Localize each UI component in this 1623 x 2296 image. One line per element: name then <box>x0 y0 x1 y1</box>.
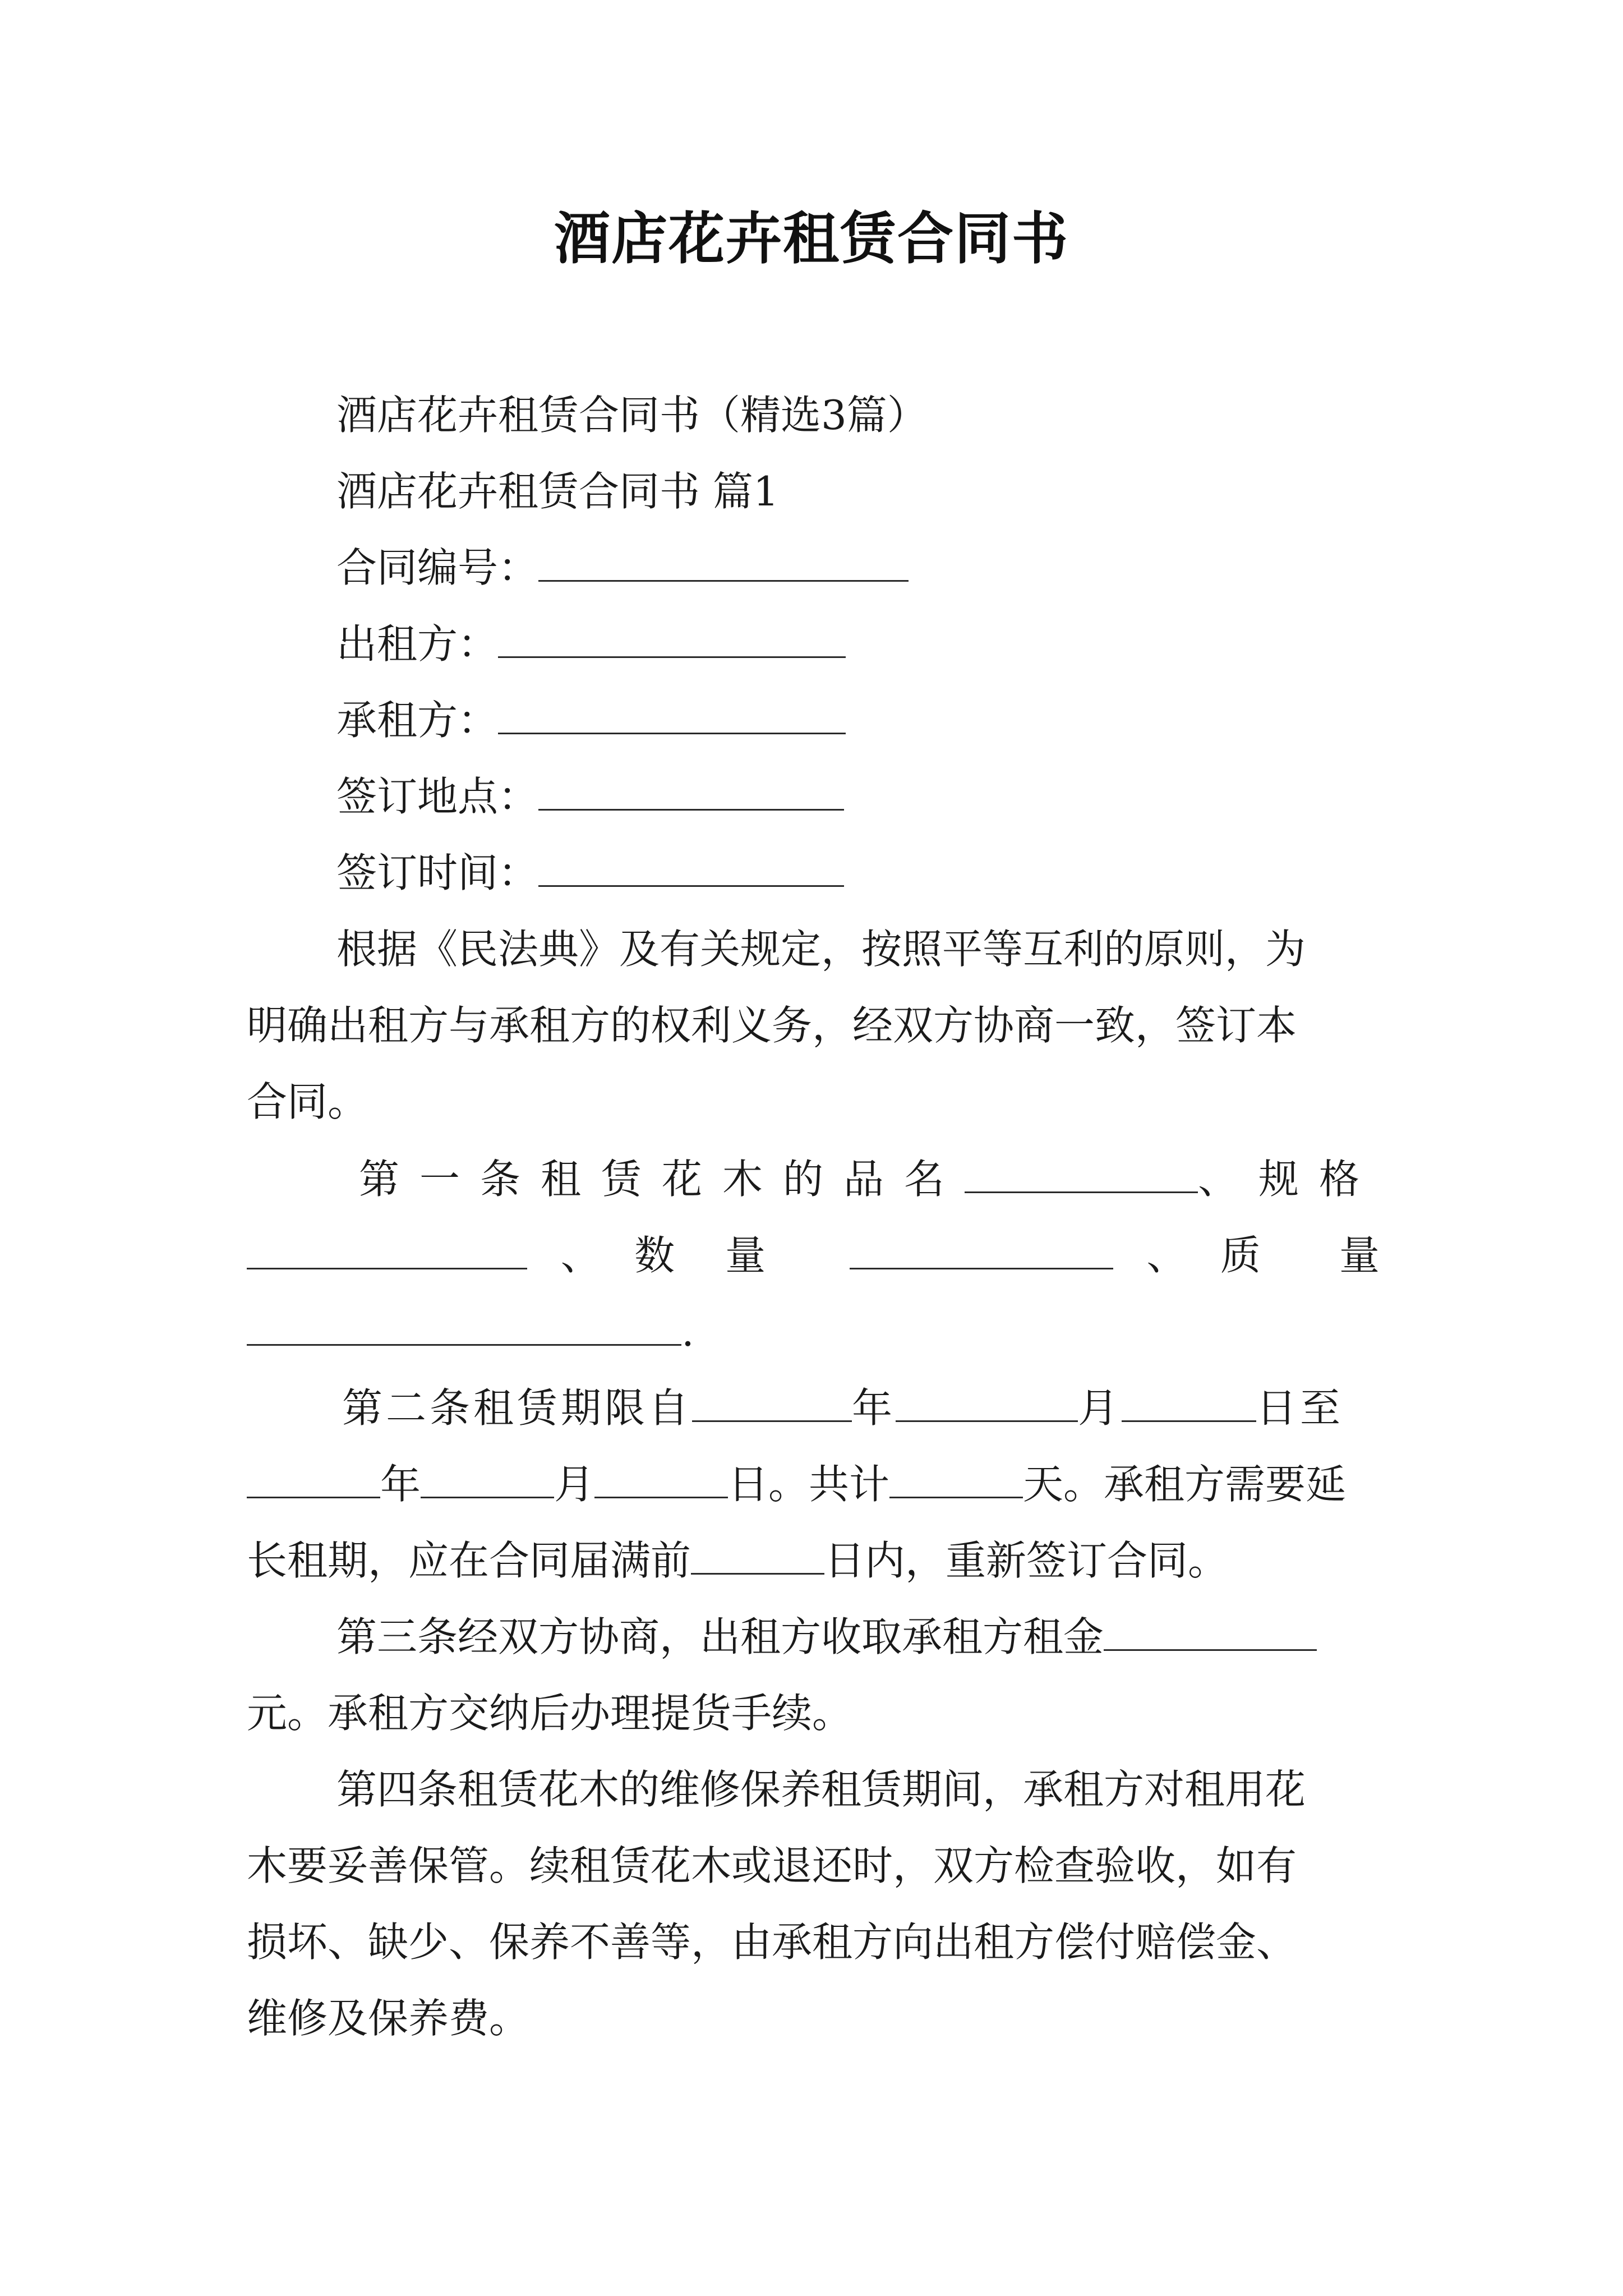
year-label: 年 <box>852 1384 896 1432</box>
quantity-label: 数量 <box>634 1232 817 1279</box>
article-1-end: . <box>681 1308 694 1355</box>
article-2-text: 日内，重新签订合同。 <box>824 1537 1229 1584</box>
item-name-blank[interactable] <box>965 1151 1198 1193</box>
document-subtitle: 酒店花卉租赁合同书（精选3篇） <box>336 392 928 439</box>
day-to-label: 日至 <box>1256 1384 1344 1432</box>
field-lessee <box>336 692 846 748</box>
document-title: 酒店花卉租赁合同书 <box>554 205 1069 272</box>
end-month-blank[interactable] <box>421 1456 554 1498</box>
end-day-blank[interactable] <box>594 1456 728 1498</box>
preamble-line: 明确出租方与承租方的权利义务，经双方协商一致，签订本 <box>247 1002 1297 1049</box>
article-4-line: 维修及保养费。 <box>247 1995 530 2042</box>
start-year-blank[interactable] <box>692 1380 852 1422</box>
article-2-line-2 <box>247 1456 1346 1512</box>
field-sign-place <box>336 769 844 825</box>
start-day-blank[interactable] <box>1122 1380 1256 1422</box>
article-2-line-1 <box>342 1380 1344 1436</box>
article-4-line: 损坏、缺少、保养不善等，由承租方向出租方偿付赔偿金、 <box>247 1918 1297 1966</box>
article-4-line: 第四条租赁花木的维修保养租赁期间，承租方对租用花 <box>336 1766 1306 1813</box>
article-2-text: 第二条租赁期限自 <box>342 1384 693 1432</box>
quality-label: 质量 <box>1220 1232 1458 1279</box>
rent-amount-blank[interactable] <box>1104 1609 1317 1651</box>
article-3-line-1 <box>336 1609 1317 1665</box>
days-label: 天。承租方需要延 <box>1023 1461 1347 1508</box>
quantity-blank[interactable] <box>850 1227 1113 1269</box>
preamble-line: 合同。 <box>247 1078 368 1125</box>
year-label: 年 <box>380 1461 421 1508</box>
month-label: 月 <box>1078 1384 1122 1432</box>
sign-place-blank[interactable] <box>538 769 844 811</box>
day-total-label: 日。共计 <box>728 1461 890 1508</box>
contract-no-blank[interactable] <box>538 540 909 582</box>
preamble-line: 根据《民法典》及有关规定，按照平等互利的原则，为 <box>336 926 1306 973</box>
article-1-sep: 、 <box>1146 1232 1187 1279</box>
article-4-line: 木要妥善保管。续租赁花木或退还时，双方检查验收，如有 <box>247 1842 1297 1889</box>
part-heading: 酒店花卉租赁合同书 篇1 <box>336 468 779 515</box>
article-1-text: 第一条租赁花木的品名 <box>359 1156 965 1203</box>
field-contract-no-label: 合同编号： <box>336 544 539 591</box>
article-2-line-3 <box>247 1533 1228 1589</box>
article-3-text: 第三条经双方协商，出租方收取承租方租金 <box>336 1613 1104 1660</box>
total-days-blank[interactable] <box>889 1456 1023 1498</box>
article-2-text: 长租期，应在合同届满前 <box>247 1537 691 1584</box>
field-sign-place-label: 签订地点： <box>336 773 539 820</box>
article-1-line-1 <box>359 1151 1380 1207</box>
start-month-blank[interactable] <box>896 1380 1078 1422</box>
field-contract-no <box>336 540 909 596</box>
end-year-blank[interactable] <box>247 1456 380 1498</box>
article-1-line-2 <box>247 1227 1458 1283</box>
article-1-sep: 、 <box>560 1232 601 1279</box>
field-lessor-label: 出租方： <box>336 620 499 668</box>
article-1-line-3 <box>247 1304 694 1360</box>
sign-time-blank[interactable] <box>538 845 844 887</box>
field-sign-time <box>336 845 844 901</box>
article-1-sep: 、规格 <box>1197 1156 1380 1203</box>
article-3-line-2: 元。承租方交纳后办理提货手续。 <box>247 1690 853 1737</box>
month-label: 月 <box>554 1461 595 1508</box>
field-lessee-label: 承租方： <box>336 697 499 744</box>
field-sign-time-label: 签订时间： <box>336 849 539 896</box>
spec-blank[interactable] <box>247 1227 527 1269</box>
renew-days-blank[interactable] <box>691 1533 824 1575</box>
field-lessor <box>336 616 846 672</box>
lessee-blank[interactable] <box>498 692 846 734</box>
lessor-blank[interactable] <box>498 616 846 658</box>
quality-blank[interactable] <box>247 1304 681 1346</box>
